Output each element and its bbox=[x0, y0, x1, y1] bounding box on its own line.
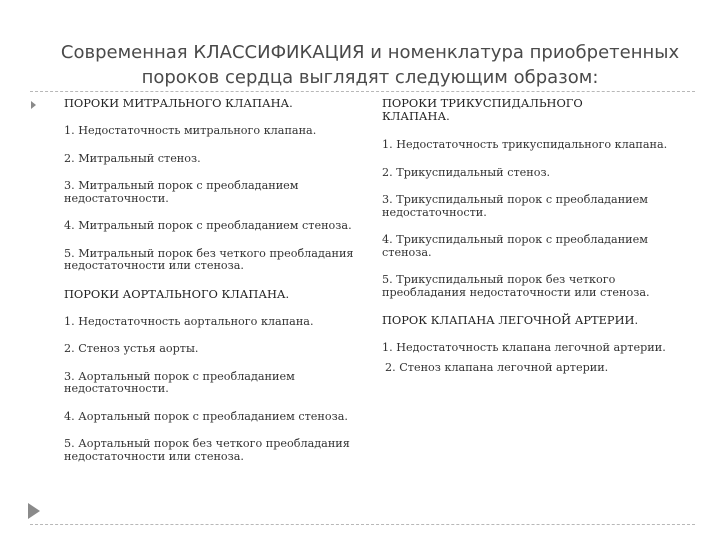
left-column bbox=[64, 97, 364, 463]
slide-title-line-1: Современная КЛАССИФИКАЦИЯ и номенклатура приобретенных bbox=[60, 42, 680, 63]
aortic-item-1: 1. Недостаточность аортального клапана. bbox=[64, 314, 314, 328]
bottom-divider bbox=[30, 524, 695, 525]
aortic-item-2: 2. Стеноз устья аорты. bbox=[64, 342, 199, 355]
slide-title bbox=[40, 40, 700, 90]
aortic-item-3: 3. Аортальный порок с преобладанием недостаточности. bbox=[64, 369, 295, 395]
pulmonary-item-2: 2. Стеноз клапана легочной артерии. bbox=[385, 360, 609, 374]
tricuspid-item-5: 5. Трикуспидальный порок без четкого преобладания недостаточности или стеноза. bbox=[382, 273, 650, 299]
mitral-heading: ПОРОКИ МИТРАЛЬНОГО КЛАПАНА. bbox=[64, 96, 293, 110]
mitral-item-4: 4. Митральный порок с преобладанием стеноза. bbox=[64, 219, 352, 232]
aortic-item-4: 4. Аортальный порок с преобладанием стеноза. bbox=[64, 409, 348, 423]
mitral-item-5: 5. Митральный порок без четкого преобладания недостаточности или стеноза. bbox=[64, 246, 354, 272]
mitral-item-1: 1. Недостаточность митрального клапана. bbox=[64, 124, 317, 137]
mitral-item-3: 3. Митральный порок с преобладанием недостаточности. bbox=[64, 179, 299, 205]
aortic-item-5: 5. Аортальный порок без четкого преобладания недостаточности или стеноза. bbox=[64, 437, 350, 463]
tricuspid-item-4: 4. Трикуспидальный порок с преобладанием стеноза. bbox=[382, 233, 648, 259]
tricuspid-item-2: 2. Трикуспидальный стеноз. bbox=[382, 165, 551, 179]
pulmonary-heading: ПОРОК КЛАПАНА ЛЕГОЧНОЙ АРТЕРИИ. bbox=[382, 313, 639, 327]
tricuspid-heading-line-2: КЛАПАНА. bbox=[382, 109, 450, 123]
slide-title-line-2: пороков сердца выглядят следующим образом: bbox=[141, 67, 599, 88]
mitral-item-2: 2. Митральный стеноз. bbox=[64, 151, 201, 165]
right-column bbox=[382, 97, 682, 374]
tricuspid-item-1: 1. Недостаточность трикуспидального клапана. bbox=[382, 138, 668, 151]
triangle-bullet-icon bbox=[31, 101, 36, 109]
tricuspid-heading-line-1: ПОРОКИ ТРИКУСПИДАЛЬНОГО bbox=[382, 96, 583, 110]
top-divider bbox=[30, 91, 695, 92]
tricuspid-item-3: 3. Трикуспидальный порок с преобладанием недостаточности. bbox=[382, 193, 648, 219]
aortic-heading: ПОРОКИ АОРТАЛЬНОГО КЛАПАНА. bbox=[64, 286, 290, 301]
triangle-arrow-icon bbox=[28, 503, 40, 519]
pulmonary-item-1: 1. Недостаточность клапана легочной артерии. bbox=[382, 341, 666, 354]
